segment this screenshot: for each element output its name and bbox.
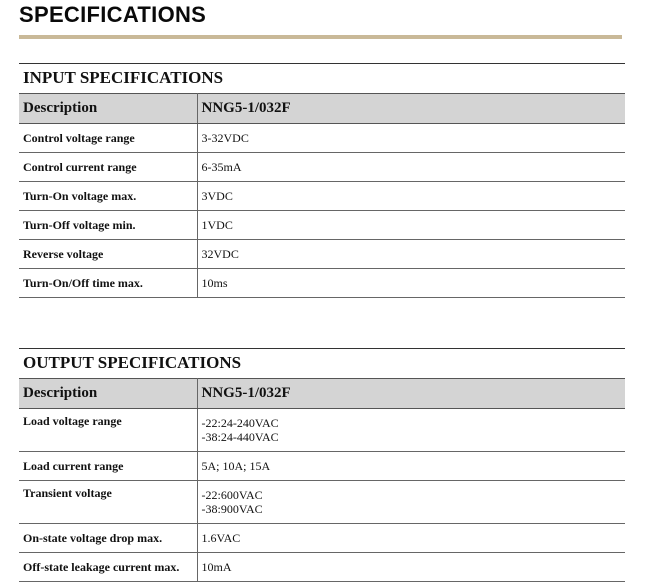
spec-label: Turn-Off voltage min. [19, 211, 197, 240]
output-specifications-section [19, 348, 625, 582]
output-section-header [19, 348, 625, 378]
spec-value-line: -22:600VAC [201, 488, 263, 502]
spec-label: Control current range [19, 153, 197, 182]
spec-value-line: -22:24-240VAC [201, 416, 279, 430]
spec-label: On-state voltage drop max. [19, 524, 197, 553]
table-row [19, 409, 625, 452]
table-row [19, 153, 625, 182]
spec-value: 3VDC [197, 182, 625, 211]
title-divider [19, 35, 622, 39]
spec-value: 3-32VDC [197, 124, 625, 153]
spec-label: Load current range [19, 452, 197, 481]
spec-value: 5A; 10A; 15A [197, 452, 625, 481]
table-row [19, 524, 625, 553]
spec-value [197, 481, 625, 524]
table-header-row [19, 94, 625, 124]
spec-value: 32VDC [197, 240, 625, 269]
output-section-title: OUTPUT SPECIFICATIONS [23, 353, 242, 372]
spec-label: Reverse voltage [19, 240, 197, 269]
spec-label: Off-state leakage current max. [19, 553, 197, 582]
spec-label: Turn-On/Off time max. [19, 269, 197, 298]
spec-value: 1.6VAC [197, 524, 625, 553]
spec-label: Load voltage range [19, 409, 197, 452]
input-section-header [19, 63, 625, 93]
model-column-header: NNG5-1/032F [197, 379, 625, 409]
table-row [19, 481, 625, 524]
spec-value-line: -38:24-440VAC [201, 430, 279, 444]
description-column-header: Description [19, 94, 197, 124]
table-row [19, 553, 625, 582]
table-row [19, 211, 625, 240]
page-title: SPECIFICATIONS [19, 2, 207, 27]
table-row [19, 269, 625, 298]
spec-label: Turn-On voltage max. [19, 182, 197, 211]
spec-value: 1VDC [197, 211, 625, 240]
spec-value: 6-35mA [197, 153, 625, 182]
table-row [19, 240, 625, 269]
spec-label: Transient voltage [19, 481, 197, 524]
description-column-header: Description [19, 379, 197, 409]
table-header-row [19, 379, 625, 409]
output-spec-table [19, 378, 625, 582]
spec-value: 10mA [197, 553, 625, 582]
table-row [19, 182, 625, 211]
table-row [19, 452, 625, 481]
model-column-header: NNG5-1/032F [197, 94, 625, 124]
input-spec-table [19, 93, 625, 298]
table-row [19, 124, 625, 153]
input-specifications-section [19, 63, 625, 298]
spec-value-line: -38:900VAC [201, 502, 263, 516]
spec-label: Control voltage range [19, 124, 197, 153]
spec-value [197, 409, 625, 452]
input-section-title: INPUT SPECIFICATIONS [23, 68, 224, 87]
spec-value: 10ms [197, 269, 625, 298]
